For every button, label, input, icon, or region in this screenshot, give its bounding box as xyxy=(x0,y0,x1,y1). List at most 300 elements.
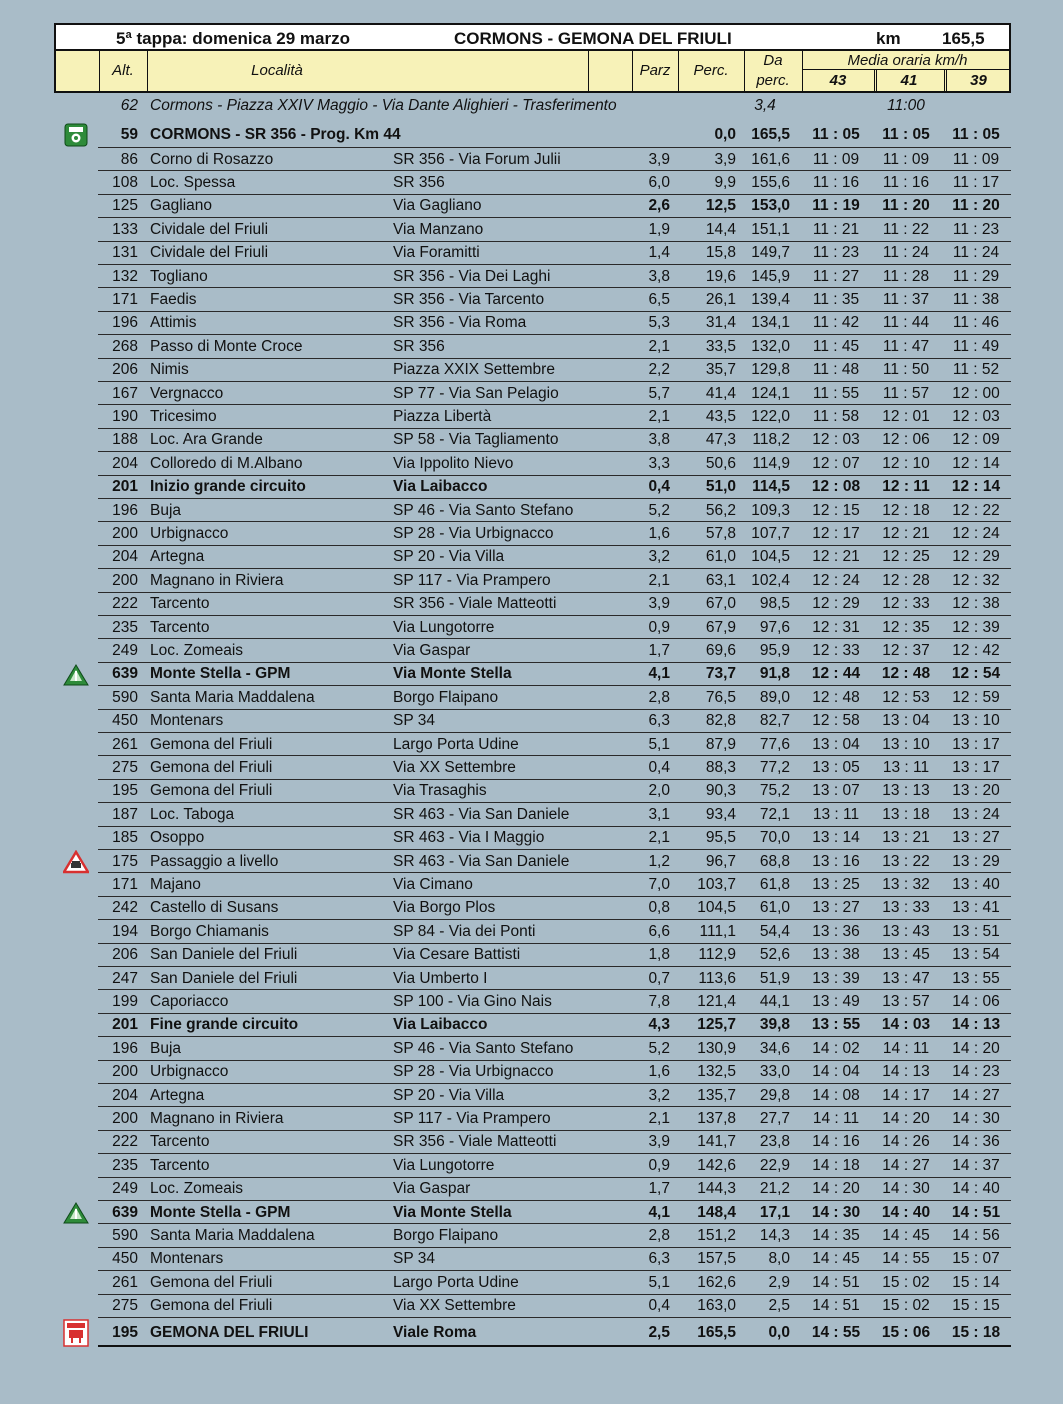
table-row xyxy=(98,1295,1011,1318)
cell-perc: 12,5 xyxy=(705,197,736,215)
cell-perc: 76,5 xyxy=(705,688,736,706)
cell-perc: 63,1 xyxy=(705,571,736,589)
cell-t1: 11 : 19 xyxy=(812,197,860,215)
cell-t1: 13 : 39 xyxy=(812,969,860,987)
cell-t2: 13 : 04 xyxy=(882,712,930,730)
cell-t3: 13 : 27 xyxy=(952,829,1000,847)
cell-t1: 11 : 23 xyxy=(812,244,860,262)
table-row xyxy=(98,1201,1011,1224)
cell-t3: 12 : 29 xyxy=(952,548,1000,566)
cell-loc: Magnano in Riviera xyxy=(150,1110,284,1128)
cell-parz: 1,7 xyxy=(648,642,670,660)
cell-t1: 12 : 03 xyxy=(812,431,860,449)
cell-alt: 185 xyxy=(112,829,138,847)
col-localita: Località xyxy=(251,62,303,79)
cell-t1: 13 : 25 xyxy=(812,876,860,894)
cell-da: 2,9 xyxy=(768,1273,790,1291)
cell-t1: 11 : 58 xyxy=(812,408,860,426)
table-row xyxy=(98,639,1011,662)
cell-t1: 12 : 08 xyxy=(811,478,861,496)
table-row xyxy=(98,967,1011,990)
cell-t3: 13 : 24 xyxy=(952,805,1000,823)
cell-t1: 14 : 30 xyxy=(811,1203,861,1221)
cell-perc: 135,7 xyxy=(697,1086,736,1104)
cell-alt: 590 xyxy=(112,1227,138,1245)
table-row xyxy=(98,1248,1011,1271)
cell-parz: 3,1 xyxy=(648,805,670,823)
cell-via: Borgo Flaipano xyxy=(393,688,499,706)
cell-t3: 13 : 20 xyxy=(952,782,1000,800)
cell-t3: 13 : 55 xyxy=(952,969,1000,987)
cell-parz: 1,2 xyxy=(648,852,670,870)
cell-t3: 12 : 14 xyxy=(952,454,1000,472)
cell-parz: 3,2 xyxy=(648,1086,670,1104)
cell-parz: 2,1 xyxy=(648,408,670,426)
cell-t1: 11 : 45 xyxy=(812,337,860,355)
level-crossing-warning-icon xyxy=(63,850,89,874)
cell-t1: 14 : 55 xyxy=(811,1323,861,1341)
cell-t2: 14 : 30 xyxy=(882,1180,930,1198)
cell-perc: 90,3 xyxy=(705,782,736,800)
table-row xyxy=(98,710,1011,733)
table-row xyxy=(98,1061,1011,1084)
cell-t1: 12 : 58 xyxy=(812,712,860,730)
cell-loc: Tricesimo xyxy=(150,408,217,426)
cell-t3: 12 : 09 xyxy=(952,431,1000,449)
cell-t1: 12 : 33 xyxy=(812,642,860,660)
cell-loc: CORMONS - SR 356 - Prog. Km 44 xyxy=(150,125,401,143)
km-label: km xyxy=(876,29,901,48)
cell-t1: 11 : 48 xyxy=(812,361,860,379)
cell-t2: 13 : 43 xyxy=(882,922,930,940)
cell-t1: 11 : 27 xyxy=(812,267,860,285)
cell-via: Largo Porta Udine xyxy=(393,1273,519,1291)
cell-t2: 11 : 22 xyxy=(882,220,930,238)
cell-t3: 11 : 52 xyxy=(952,361,1000,379)
cell-parz: 3,2 xyxy=(648,548,670,566)
cell-perc: 56,2 xyxy=(705,501,736,519)
cell-loc: Colloredo di M.Albano xyxy=(150,454,303,472)
cell-da: 0,0 xyxy=(768,1323,790,1341)
table-row xyxy=(98,452,1011,475)
cell-alt: 171 xyxy=(112,291,138,309)
col-parz: Parz xyxy=(639,62,671,79)
cell-loc: Tarcento xyxy=(150,618,210,636)
cell-t2: 12 : 10 xyxy=(882,454,930,472)
cell-alt: 204 xyxy=(112,454,138,472)
cell-t3: 12 : 00 xyxy=(952,384,1000,402)
cell-perc: 3,9 xyxy=(714,150,736,168)
cell-t1: 12 : 24 xyxy=(812,571,860,589)
cell-parz: 2,5 xyxy=(648,1323,670,1341)
cell-loc: Attimis xyxy=(150,314,197,332)
cell-t1: 13 : 07 xyxy=(812,782,860,800)
cell-da: 61,8 xyxy=(759,876,790,894)
cell-t2: 15 : 06 xyxy=(881,1323,931,1341)
cell-alt: 201 xyxy=(112,478,138,496)
cell-alt: 196 xyxy=(112,501,138,519)
cell-loc: Artegna xyxy=(150,548,205,566)
cell-via: SP 117 - Via Prampero xyxy=(393,1110,551,1128)
cell-loc: San Daniele del Friuli xyxy=(150,946,298,964)
cell-t1: 13 : 14 xyxy=(812,829,860,847)
cell-alt: 235 xyxy=(112,1156,138,1174)
cell-via: SP 46 - Via Santo Stefano xyxy=(393,501,574,519)
table-row xyxy=(98,569,1011,592)
cell-perc: 41,4 xyxy=(705,384,736,402)
table-row xyxy=(98,242,1011,265)
cell-t2: 13 : 11 xyxy=(882,759,930,777)
cell-t1: 11 : 16 xyxy=(812,174,860,192)
cell-alt: 639 xyxy=(112,1203,138,1221)
cell-alt: 167 xyxy=(112,384,138,402)
cell-t1: 12 : 48 xyxy=(812,688,860,706)
cell-da: 114,9 xyxy=(752,454,790,472)
cell-parz: 0,7 xyxy=(648,969,670,987)
cell-t3: 14 : 56 xyxy=(952,1227,1000,1245)
table-row xyxy=(98,1037,1011,1060)
cell-perc: 0,0 xyxy=(714,125,736,143)
cell-loc: Gemona del Friuli xyxy=(150,1273,273,1291)
cell-via: SP 20 - Via Villa xyxy=(393,548,505,566)
cell-parz: 3,9 xyxy=(648,1133,670,1151)
cell-via: Via Foramitti xyxy=(393,244,480,262)
cell-t3: 14 : 37 xyxy=(952,1156,1000,1174)
cell-da: 51,9 xyxy=(759,969,790,987)
cell-via: Via Monte Stella xyxy=(393,665,512,683)
cell-t2: 14 : 26 xyxy=(882,1133,930,1151)
cell-t3: 11 : 49 xyxy=(952,337,1000,355)
table-row xyxy=(98,121,1011,148)
cell-via: Via XX Settembre xyxy=(393,1297,516,1315)
cell-t1: 11 : 42 xyxy=(812,314,860,332)
table-row xyxy=(98,1014,1011,1037)
cell-parz: 5,1 xyxy=(648,1273,670,1291)
cell-parz: 5,2 xyxy=(648,1039,670,1057)
table-row xyxy=(98,897,1011,920)
cell-t3: 13 : 10 xyxy=(952,712,1000,730)
cell-parz: 0,8 xyxy=(648,899,670,917)
cell-perc: 103,7 xyxy=(697,876,736,894)
cell-via: SR 356 - Via Dei Laghi xyxy=(393,267,551,285)
cell-da: 98,5 xyxy=(759,595,790,613)
cell-t1: 13 : 04 xyxy=(812,735,860,753)
cell-parz: 6,3 xyxy=(648,1250,670,1268)
cell-t2: 11 : 50 xyxy=(882,361,930,379)
cell-t1: 13 : 36 xyxy=(812,922,860,940)
cell-t3: 12 : 03 xyxy=(952,408,1000,426)
cell-alt: 639 xyxy=(112,665,138,683)
table-row xyxy=(98,546,1011,569)
cell-parz: 6,5 xyxy=(648,291,670,309)
cell-t1: 14 : 18 xyxy=(812,1156,860,1174)
column-header xyxy=(54,51,1011,93)
cell-t1: 11 : 21 xyxy=(812,220,860,238)
cell-loc: Caporiacco xyxy=(150,993,229,1011)
cell-via: SP 34 xyxy=(393,712,435,730)
cell-t2: 12 : 53 xyxy=(882,688,930,706)
cell-t3: 12 : 14 xyxy=(951,478,1001,496)
cell-t2: 12 : 06 xyxy=(882,431,930,449)
cell-t3: 12 : 32 xyxy=(952,571,1000,589)
table-row xyxy=(98,499,1011,522)
cell-alt: 201 xyxy=(112,1016,138,1034)
cell-parz: 5,1 xyxy=(648,735,670,753)
cell-t2: 11 : 05 xyxy=(882,125,930,143)
cell-t2: 12 : 01 xyxy=(882,408,930,426)
cell-parz: 3,3 xyxy=(648,454,670,472)
cell-alt: 242 xyxy=(112,899,138,917)
cell-perc: 73,7 xyxy=(705,665,736,683)
cell-parz: 6,0 xyxy=(648,174,670,192)
cell-loc: Passaggio a livello xyxy=(150,852,279,870)
cell-parz: 5,2 xyxy=(648,501,670,519)
cell-da: 139,4 xyxy=(751,291,790,309)
cell-t2: 13 : 33 xyxy=(882,899,930,917)
cell-alt: 204 xyxy=(112,1086,138,1104)
cell-t1: 14 : 02 xyxy=(812,1039,860,1057)
table-row xyxy=(98,405,1011,428)
transfer-text: Cormons - Piazza XXIV Maggio - Via Dante Alighieri - Trasferimento xyxy=(150,97,617,114)
cell-parz: 0,4 xyxy=(648,478,670,496)
cell-da: 27,7 xyxy=(759,1110,790,1128)
table-row xyxy=(98,1154,1011,1177)
cell-da: 118,2 xyxy=(752,431,790,449)
cell-perc: 51,0 xyxy=(705,478,736,496)
cell-perc: 144,3 xyxy=(697,1180,736,1198)
cell-t3: 11 : 20 xyxy=(952,197,1000,215)
cell-perc: 132,5 xyxy=(697,1063,736,1081)
cell-alt: 204 xyxy=(112,548,138,566)
cell-t1: 14 : 08 xyxy=(812,1086,860,1104)
cell-perc: 137,8 xyxy=(697,1110,736,1128)
cell-via: Largo Porta Udine xyxy=(393,735,519,753)
cell-da: 39,8 xyxy=(759,1016,790,1034)
table-row xyxy=(98,476,1011,499)
cell-via: Via Manzano xyxy=(393,220,484,238)
stage-header xyxy=(54,23,1011,51)
cell-t3: 11 : 05 xyxy=(952,125,1000,143)
cell-da: 77,6 xyxy=(759,735,790,753)
table-row xyxy=(98,920,1011,943)
table-row xyxy=(98,1318,1011,1347)
cell-t1: 14 : 51 xyxy=(812,1273,860,1291)
cell-via: Via Monte Stella xyxy=(393,1203,512,1221)
table-row xyxy=(98,1178,1011,1201)
cell-t3: 13 : 40 xyxy=(952,876,1000,894)
cell-alt: 206 xyxy=(112,946,138,964)
cell-parz: 2,8 xyxy=(648,688,670,706)
cell-perc: 33,5 xyxy=(705,337,736,355)
cell-t3: 13 : 29 xyxy=(952,852,1000,870)
cell-loc: Buja xyxy=(150,501,182,519)
cell-perc: 125,7 xyxy=(697,1016,736,1034)
cell-t1: 12 : 17 xyxy=(812,525,860,543)
cell-t3: 12 : 39 xyxy=(952,618,1000,636)
cell-da: 102,4 xyxy=(751,571,790,589)
table-row xyxy=(98,522,1011,545)
cell-t3: 12 : 54 xyxy=(951,665,1001,683)
cell-da: 153,0 xyxy=(751,197,790,215)
cell-da: 72,1 xyxy=(759,805,790,823)
cell-da: 70,0 xyxy=(759,829,790,847)
cell-da: 91,8 xyxy=(759,665,790,683)
col-divider xyxy=(588,51,589,91)
cell-alt: 199 xyxy=(112,993,138,1011)
cell-perc: 96,7 xyxy=(705,852,736,870)
mountain-gpm-icon xyxy=(63,663,89,687)
cell-loc: Loc. Taboga xyxy=(150,805,235,823)
media-underline xyxy=(802,69,1009,70)
cell-via: Via Gaspar xyxy=(393,1180,471,1198)
cell-da: 75,2 xyxy=(759,782,790,800)
cell-via: Via Cimano xyxy=(393,876,473,894)
cell-via: Via XX Settembre xyxy=(393,759,516,777)
cell-t3: 12 : 38 xyxy=(952,595,1000,613)
cell-parz: 0,9 xyxy=(648,1156,670,1174)
cell-t3: 11 : 29 xyxy=(952,267,1000,285)
cell-alt: 175 xyxy=(112,852,138,870)
cell-da: 34,6 xyxy=(759,1039,790,1057)
cell-loc: Gemona del Friuli xyxy=(150,1297,273,1315)
cell-loc: Magnano in Riviera xyxy=(150,571,284,589)
cell-via: SP 28 - Via Urbignacco xyxy=(393,525,554,543)
cell-via: SP 20 - Via Villa xyxy=(393,1086,505,1104)
col-speed-43: 43 xyxy=(829,72,847,89)
cell-t1: 13 : 11 xyxy=(812,805,860,823)
cell-loc: Monte Stella - GPM xyxy=(150,1203,291,1221)
cell-loc: Montenars xyxy=(150,712,224,730)
cell-t2: 12 : 28 xyxy=(882,571,930,589)
col-perc: Perc. xyxy=(693,62,729,79)
cell-t3: 14 : 51 xyxy=(951,1203,1001,1221)
cell-loc: San Daniele del Friuli xyxy=(150,969,298,987)
cell-da: 82,7 xyxy=(759,712,790,730)
cell-da: 22,9 xyxy=(759,1156,790,1174)
mountain-gpm-icon xyxy=(63,1201,89,1225)
cell-loc: Nimis xyxy=(150,361,189,379)
cell-parz: 1,6 xyxy=(648,1063,670,1081)
cell-t3: 11 : 38 xyxy=(952,291,1000,309)
cell-t3: 12 : 24 xyxy=(952,525,1000,543)
table-row xyxy=(98,288,1011,311)
col-speed-39: 39 xyxy=(970,72,987,89)
col-media: Media oraria km/h xyxy=(847,52,968,69)
cell-alt: 195 xyxy=(112,782,138,800)
transfer-row xyxy=(98,94,1011,117)
cell-t2: 15 : 02 xyxy=(882,1273,930,1291)
cell-loc: Cividale del Friuli xyxy=(150,220,269,238)
cell-loc: Fine grande circuito xyxy=(150,1016,299,1034)
cell-alt: 194 xyxy=(112,922,138,940)
table-row xyxy=(98,1131,1011,1154)
cell-da: 132,0 xyxy=(751,337,790,355)
cell-perc: 35,7 xyxy=(705,361,736,379)
cell-via: SR 463 - Via I Maggio xyxy=(393,829,545,847)
cell-parz: 4,1 xyxy=(648,1203,670,1221)
table-row xyxy=(98,944,1011,967)
cell-via: SR 356 xyxy=(393,337,445,355)
cell-loc: Loc. Ara Grande xyxy=(150,431,263,449)
cell-t3: 11 : 17 xyxy=(952,174,1000,192)
cell-parz: 2,1 xyxy=(648,337,670,355)
table-row xyxy=(98,616,1011,639)
cell-da: 23,8 xyxy=(759,1133,790,1151)
cell-via: SP 28 - Via Urbignacco xyxy=(393,1063,554,1081)
cell-t2: 12 : 21 xyxy=(882,525,930,543)
cell-perc: 130,9 xyxy=(697,1039,736,1057)
cell-via: Via Trasaghis xyxy=(393,782,487,800)
cell-perc: 162,6 xyxy=(697,1273,736,1291)
cell-loc: Santa Maria Maddalena xyxy=(150,1227,315,1245)
cell-perc: 69,6 xyxy=(705,642,736,660)
cell-perc: 14,4 xyxy=(705,220,736,238)
cell-da: 21,2 xyxy=(759,1180,790,1198)
cell-via: SP 34 xyxy=(393,1250,435,1268)
cell-perc: 26,1 xyxy=(705,291,736,309)
cell-via: Via Gagliano xyxy=(393,197,482,215)
cell-via: SR 356 - Viale Matteotti xyxy=(393,1133,557,1151)
cell-parz: 5,7 xyxy=(648,384,670,402)
table-row xyxy=(98,265,1011,288)
table-row xyxy=(98,382,1011,405)
cell-via: SP 58 - Via Tagliamento xyxy=(393,431,559,449)
cell-via: Borgo Flaipano xyxy=(393,1227,499,1245)
table-row xyxy=(98,780,1011,803)
cell-perc: 104,5 xyxy=(697,899,736,917)
cell-t3: 14 : 06 xyxy=(952,993,1000,1011)
cell-alt: 200 xyxy=(112,1110,138,1128)
cell-alt: 590 xyxy=(112,688,138,706)
cell-parz: 6,6 xyxy=(648,922,670,940)
cell-via: Via Lungotorre xyxy=(393,618,495,636)
cell-da: 52,6 xyxy=(759,946,790,964)
cell-t2: 13 : 10 xyxy=(882,735,930,753)
cell-via: SP 117 - Via Prampero xyxy=(393,571,551,589)
cell-da: 122,0 xyxy=(751,408,790,426)
cell-parz: 0,4 xyxy=(648,759,670,777)
cell-perc: 163,0 xyxy=(697,1297,736,1315)
cell-da: 145,9 xyxy=(751,267,790,285)
cell-da: 165,5 xyxy=(751,125,790,143)
cell-loc: Faedis xyxy=(150,291,197,309)
table-row xyxy=(98,335,1011,358)
cell-parz: 4,1 xyxy=(648,665,670,683)
cell-perc: 15,8 xyxy=(705,244,736,262)
cell-alt: 261 xyxy=(112,735,138,753)
cell-t1: 13 : 55 xyxy=(811,1016,861,1034)
table-row xyxy=(98,593,1011,616)
cell-perc: 157,5 xyxy=(697,1250,736,1268)
cell-t3: 15 : 07 xyxy=(952,1250,1000,1268)
table-row xyxy=(98,171,1011,194)
cell-via: Via Cesare Battisti xyxy=(393,946,521,964)
cell-loc: Artegna xyxy=(150,1086,205,1104)
cell-perc: 67,0 xyxy=(705,595,736,613)
cell-perc: 47,3 xyxy=(705,431,736,449)
cell-da: 97,6 xyxy=(759,618,790,636)
cell-t2: 11 : 47 xyxy=(882,337,930,355)
cell-da: 44,1 xyxy=(759,993,790,1011)
cell-parz: 1,4 xyxy=(648,244,670,262)
cell-t2: 11 : 20 xyxy=(882,197,930,215)
cell-loc: Gemona del Friuli xyxy=(150,735,273,753)
cell-t3: 12 : 42 xyxy=(952,642,1000,660)
cell-alt: 190 xyxy=(112,408,138,426)
cell-t2: 11 : 44 xyxy=(882,314,930,332)
cell-da: 2,5 xyxy=(768,1297,790,1315)
cell-via: SR 356 - Via Tarcento xyxy=(393,291,545,309)
